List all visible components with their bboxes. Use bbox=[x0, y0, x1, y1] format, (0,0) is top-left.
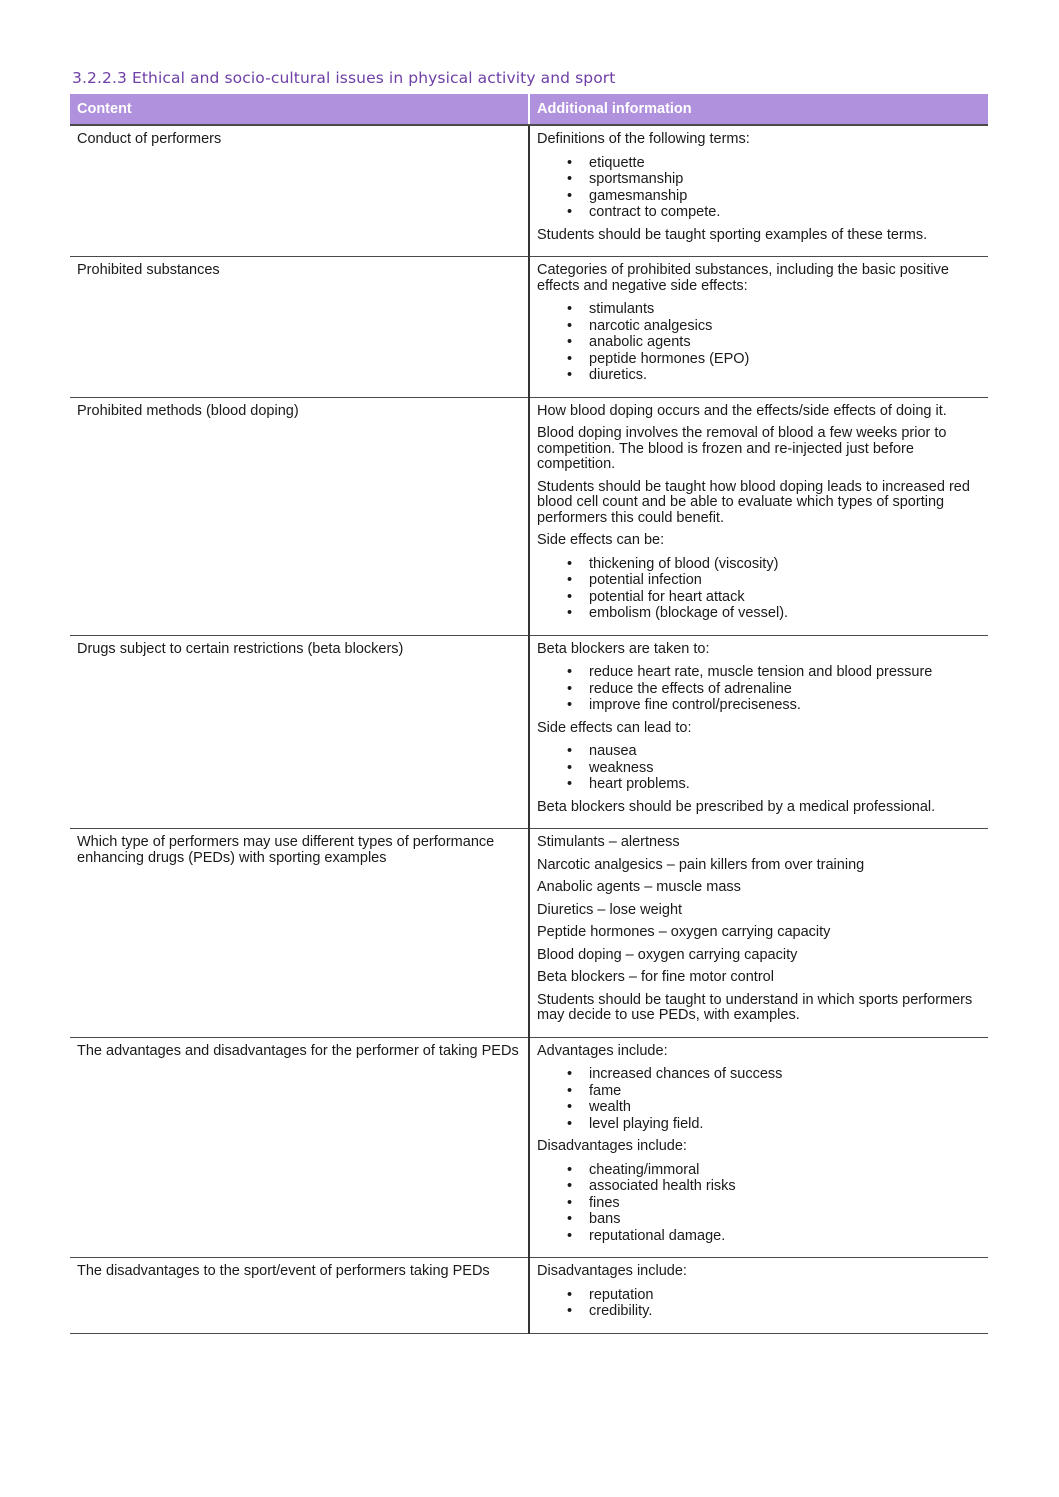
list-item: • bans bbox=[567, 1211, 981, 1228]
bullet-list bbox=[537, 1162, 981, 1245]
additional-information-cell bbox=[529, 1258, 988, 1334]
list-item: • credibility. bbox=[567, 1303, 981, 1320]
list-item: • etiquette bbox=[567, 155, 981, 172]
bullet-list bbox=[537, 743, 981, 793]
additional-information-cell bbox=[529, 635, 988, 829]
header-content: Content bbox=[70, 94, 529, 125]
list-item: • anabolic agents bbox=[567, 334, 981, 351]
list-item: • gamesmanship bbox=[567, 188, 981, 205]
bullet-list bbox=[537, 556, 981, 622]
info-paragraph: Disadvantages include: bbox=[537, 1263, 687, 1279]
list-item: • reputation bbox=[567, 1287, 981, 1304]
list-item: • weakness bbox=[567, 760, 981, 777]
bullet-list bbox=[537, 301, 981, 384]
info-paragraph: Narcotic analgesics – pain killers from over training bbox=[537, 856, 865, 873]
content-cell: Conduct of performers bbox=[70, 125, 529, 257]
table-body bbox=[70, 125, 988, 1333]
info-paragraph: Beta blockers – for fine motor control bbox=[537, 969, 774, 985]
info-paragraph: Students should be taught sporting examples of these terms. bbox=[537, 226, 928, 243]
info-paragraph: Students should be taught how blood doping leads to increased red blood cell count and be able to evaluate which types of sporting performers this could benefit. bbox=[537, 478, 970, 526]
content-cell: Prohibited substances bbox=[70, 257, 529, 398]
list-item: • level playing field. bbox=[567, 1116, 981, 1133]
table-row bbox=[70, 257, 988, 398]
list-item: • potential for heart attack bbox=[567, 589, 981, 606]
info-paragraph: Beta blockers should be prescribed by a medical professional. bbox=[537, 798, 936, 815]
section-title: 3.2.2.3 Ethical and socio-cultural issues in physical activity and sport bbox=[72, 69, 616, 87]
list-item: • stimulants bbox=[567, 301, 981, 318]
info-paragraph: Advantages include: bbox=[537, 1042, 668, 1059]
bullet-list bbox=[537, 1066, 981, 1132]
info-paragraph: Diuretics – lose weight bbox=[537, 901, 683, 918]
list-item: • nausea bbox=[567, 743, 981, 760]
bullet-list bbox=[537, 155, 981, 221]
list-item: • cheating/immoral bbox=[567, 1162, 981, 1179]
additional-information-cell bbox=[529, 829, 988, 1038]
info-paragraph: Side effects can be: bbox=[537, 532, 665, 548]
info-paragraph: Anabolic agents – muscle mass bbox=[537, 879, 741, 895]
content-cell: Which type of performers may use different types of performance enhancing drugs (PEDs) with sporting examples bbox=[70, 829, 529, 1038]
table-header-row bbox=[70, 94, 988, 125]
list-item: • fame bbox=[567, 1083, 981, 1100]
page-content bbox=[70, 66, 988, 1334]
list-item: • reduce heart rate, muscle tension and blood pressure bbox=[567, 664, 981, 681]
list-item: • thickening of blood (viscosity) bbox=[567, 556, 981, 573]
list-item: • improve fine control/preciseness. bbox=[567, 697, 981, 714]
content-cell: The advantages and disadvantages for the performer of taking PEDs bbox=[70, 1037, 529, 1258]
additional-information-cell bbox=[529, 1037, 988, 1258]
header-additional-information: Additional information bbox=[529, 94, 988, 125]
table-row bbox=[70, 397, 988, 635]
list-item: • reduce the effects of adrenaline bbox=[567, 681, 981, 698]
info-paragraph: Categories of prohibited substances, including the basic positive effects and negative side effects: bbox=[537, 262, 949, 294]
bullet-list bbox=[537, 664, 981, 714]
info-paragraph: How blood doping occurs and the effects/side effects of doing it. bbox=[537, 402, 947, 419]
info-paragraph: Stimulants – alertness bbox=[537, 834, 680, 850]
info-paragraph: Students should be taught to understand in which sports performers may decide to use PEDs, with examples. bbox=[537, 991, 973, 1023]
list-item: • wealth bbox=[567, 1099, 981, 1116]
list-item: • narcotic analgesics bbox=[567, 318, 981, 335]
info-paragraph: Blood doping – oxygen carrying capacity bbox=[537, 946, 798, 963]
table-row bbox=[70, 635, 988, 829]
info-paragraph: Beta blockers are taken to: bbox=[537, 640, 710, 657]
list-item: • peptide hormones (EPO) bbox=[567, 351, 981, 368]
list-item: • reputational damage. bbox=[567, 1228, 981, 1245]
bullet-list bbox=[537, 1287, 981, 1320]
list-item: • potential infection bbox=[567, 572, 981, 589]
list-item: • fines bbox=[567, 1195, 981, 1212]
info-paragraph: Peptide hormones – oxygen carrying capacity bbox=[537, 924, 831, 940]
info-paragraph: Disadvantages include: bbox=[537, 1138, 687, 1154]
list-item: • diuretics. bbox=[567, 367, 981, 384]
info-paragraph: Definitions of the following terms: bbox=[537, 131, 750, 147]
list-item: • contract to compete. bbox=[567, 204, 981, 221]
list-item: • heart problems. bbox=[567, 776, 981, 793]
table-row bbox=[70, 1037, 988, 1258]
content-cell: Prohibited methods (blood doping) bbox=[70, 397, 529, 635]
additional-information-cell bbox=[529, 397, 988, 635]
list-item: • sportsmanship bbox=[567, 171, 981, 188]
additional-information-cell bbox=[529, 257, 988, 398]
content-cell: The disadvantages to the sport/event of performers taking PEDs bbox=[70, 1258, 529, 1334]
table-row bbox=[70, 1258, 988, 1334]
list-item: • increased chances of success bbox=[567, 1066, 981, 1083]
list-item: • embolism (blockage of vessel). bbox=[567, 605, 981, 622]
content-cell: Drugs subject to certain restrictions (beta blockers) bbox=[70, 635, 529, 829]
list-item: • associated health risks bbox=[567, 1178, 981, 1195]
info-paragraph: Side effects can lead to: bbox=[537, 719, 692, 736]
info-paragraph: Blood doping involves the removal of blood a few weeks prior to competition. The blood is frozen and re-injected just before competition. bbox=[537, 425, 947, 472]
table-row bbox=[70, 125, 988, 257]
content-table bbox=[70, 94, 988, 1334]
table-row bbox=[70, 829, 988, 1038]
additional-information-cell bbox=[529, 125, 988, 257]
